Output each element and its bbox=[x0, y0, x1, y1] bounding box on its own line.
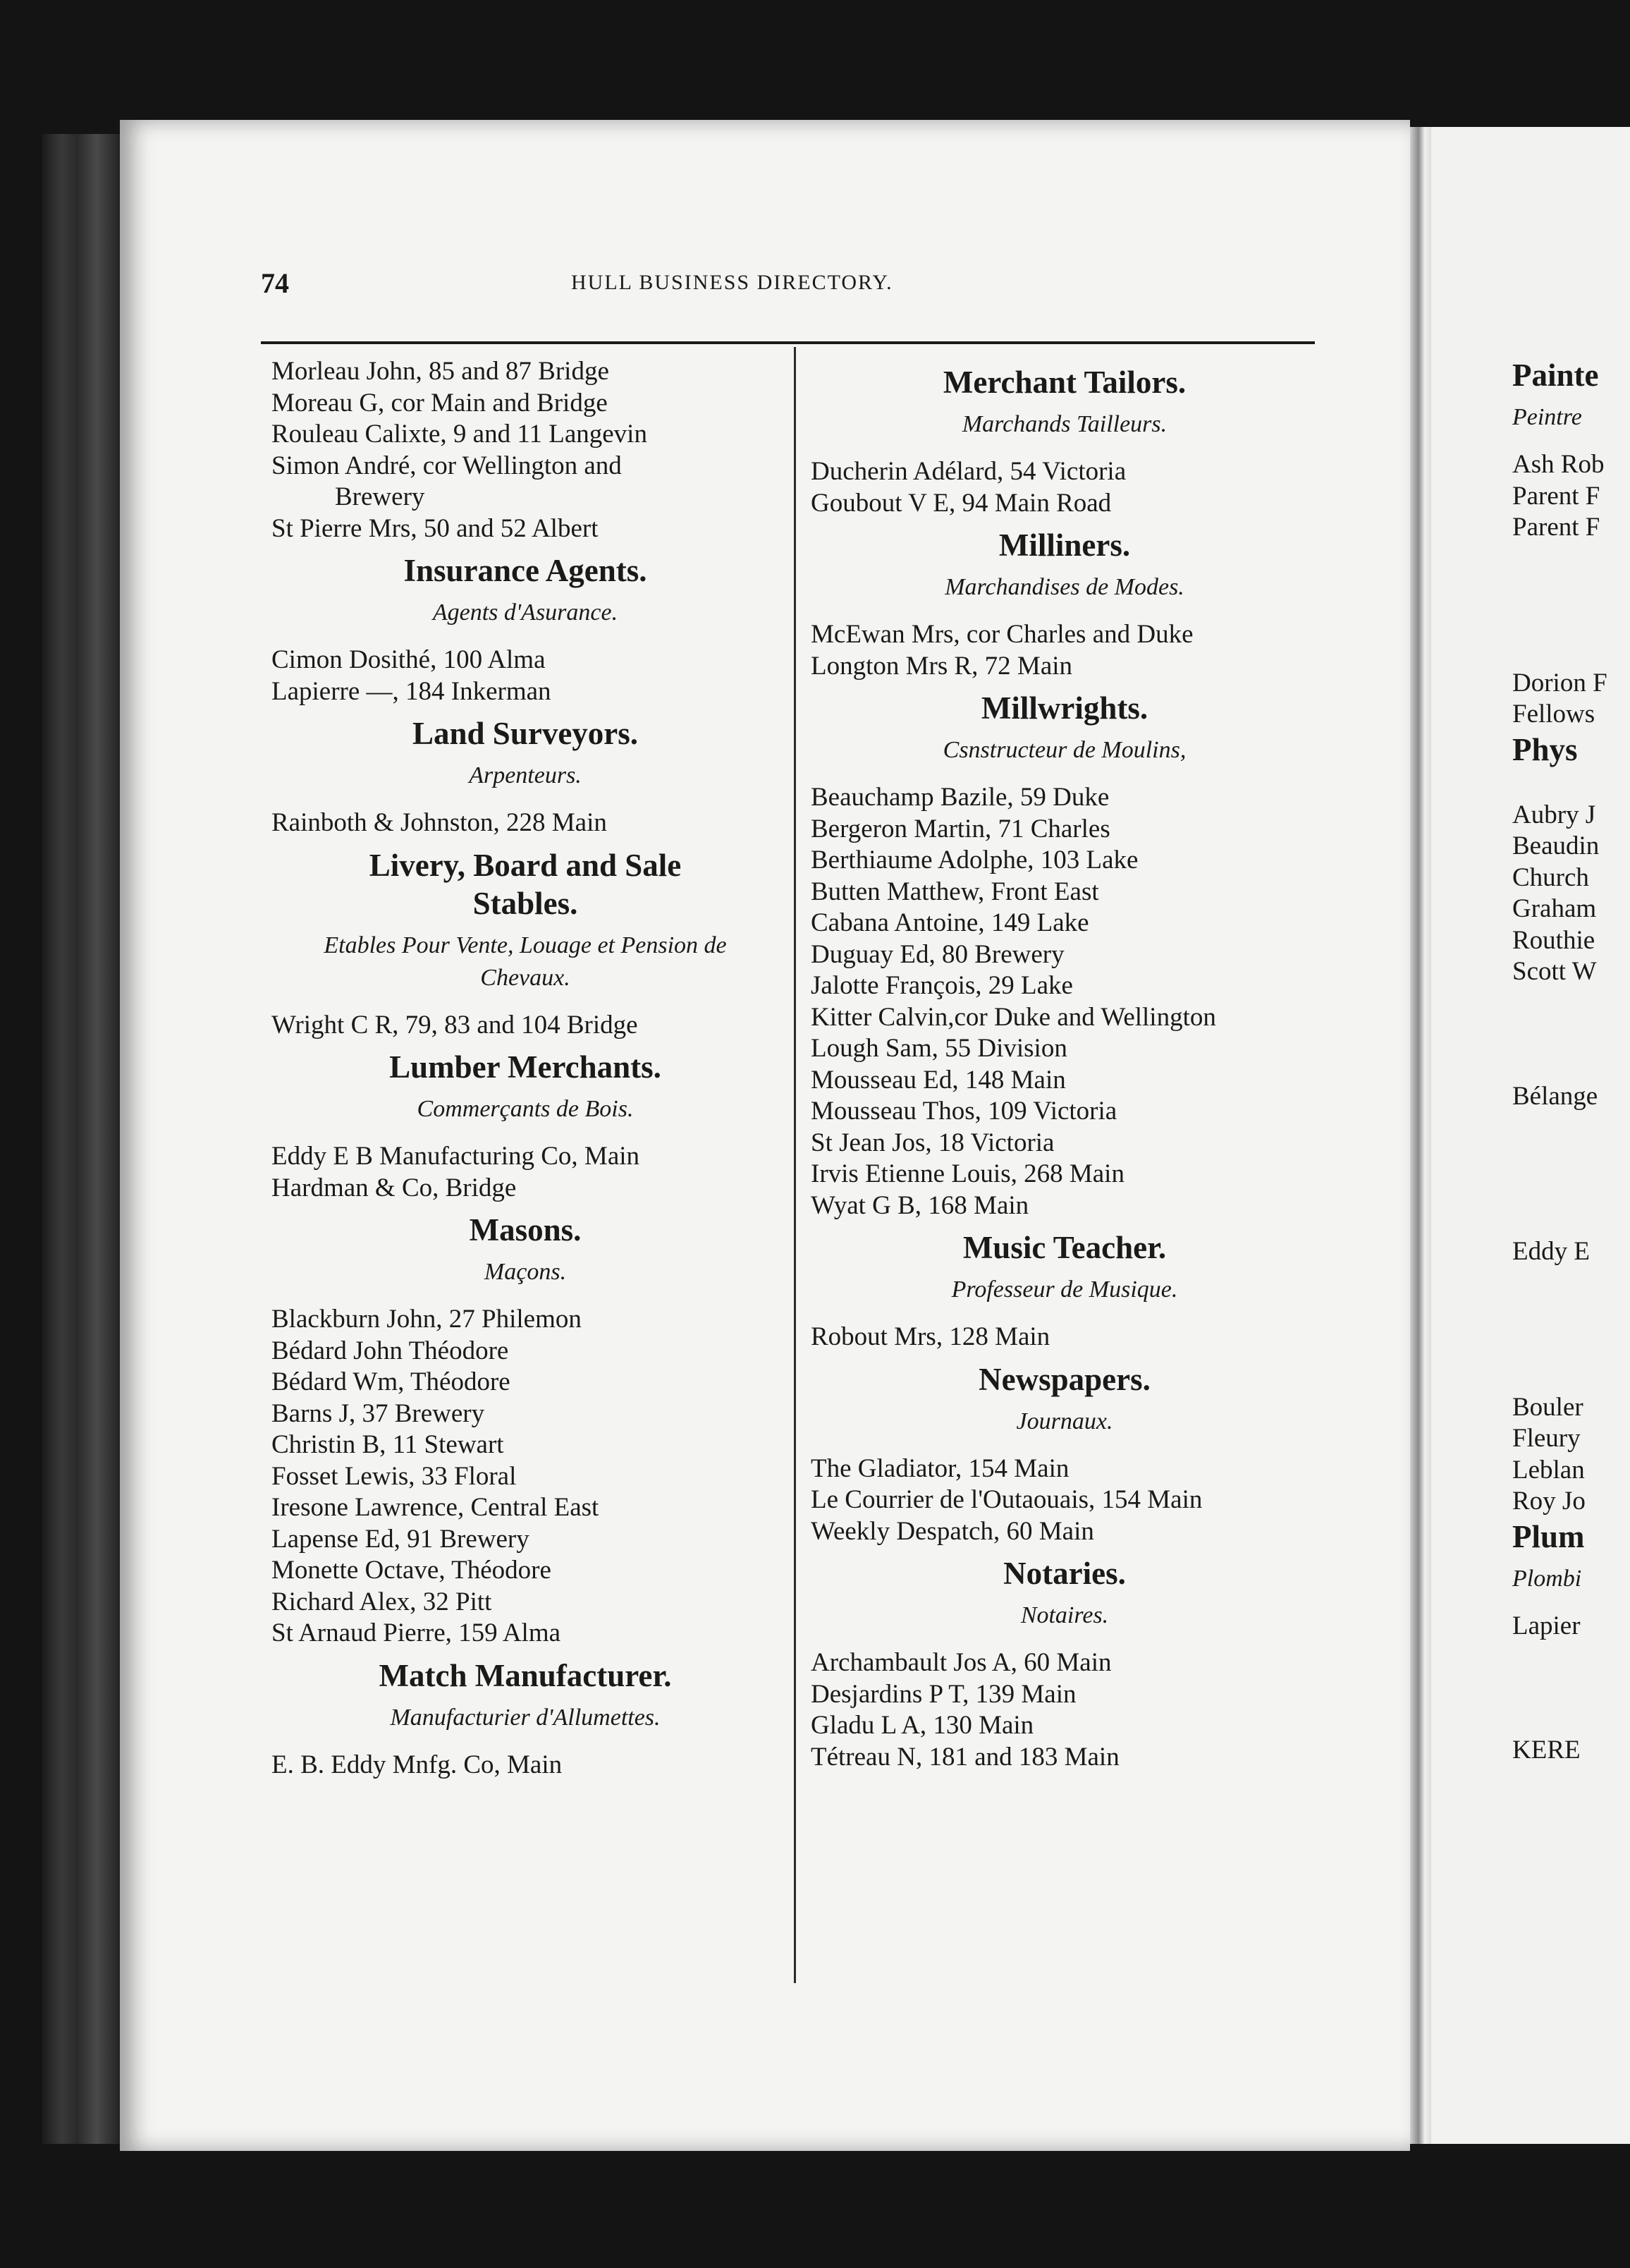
directory-entry: Robout Mrs, 128 Main bbox=[811, 1322, 1050, 1351]
left-column bbox=[271, 356, 779, 1781]
directory-entry: Lapense Ed, 91 Brewery bbox=[271, 1524, 529, 1554]
spacer bbox=[1512, 1330, 1630, 1361]
spacer bbox=[1512, 637, 1630, 668]
right-column bbox=[1512, 356, 1630, 1767]
section-heading: Phys bbox=[1512, 731, 1578, 767]
section-subheading: Marchands Tailleurs. bbox=[962, 411, 1168, 437]
directory-entry: Parent F bbox=[1512, 513, 1600, 542]
directory-entry: Fleury bbox=[1512, 1424, 1581, 1453]
section-subheading: Arpenteurs. bbox=[469, 762, 582, 788]
directory-entry: Lough Sam, 55 Division bbox=[811, 1034, 1067, 1063]
spacer bbox=[1512, 1205, 1630, 1236]
directory-entry: Duguay Ed, 80 Brewery bbox=[811, 939, 1065, 969]
directory-entry: Archambault Jos A, 60 Main bbox=[811, 1648, 1112, 1677]
spacer bbox=[1512, 575, 1630, 606]
section-heading: Milliners. bbox=[998, 528, 1131, 563]
spacer bbox=[1512, 1299, 1630, 1330]
section-heading: Livery, Board and Sale bbox=[369, 847, 682, 883]
page-header bbox=[261, 267, 1311, 302]
directory-entry: Iresone Lawrence, Central East bbox=[271, 1493, 599, 1522]
directory-entry: Butten Matthew, Front East bbox=[811, 877, 1099, 906]
directory-entry: Bédard Wm, Théodore bbox=[271, 1367, 510, 1396]
directory-entry: Routhie bbox=[1512, 925, 1595, 955]
directory-entry: Lapierre —, 184 Inkerman bbox=[271, 676, 551, 706]
directory-entry: Fellows bbox=[1512, 700, 1595, 728]
directory-entry: Mousseau Ed, 148 Main bbox=[811, 1065, 1066, 1095]
directory-entry: Christin B, 11 Stewart bbox=[271, 1430, 504, 1459]
header-rule bbox=[261, 341, 1315, 344]
section-heading: Lumber Merchants. bbox=[389, 1049, 661, 1085]
directory-entry: Hardman & Co, Bridge bbox=[271, 1173, 517, 1202]
spacer bbox=[1512, 1174, 1630, 1205]
directory-entry: Leblan bbox=[1512, 1455, 1585, 1484]
section-heading: Match Manufacturer. bbox=[379, 1657, 672, 1693]
directory-entry: KERE bbox=[1512, 1736, 1581, 1764]
directory-entry: St Pierre Mrs, 50 and 52 Albert bbox=[271, 513, 599, 543]
directory-entry: McEwan Mrs, cor Charles and Duke bbox=[811, 620, 1194, 649]
book-spine bbox=[42, 134, 120, 2144]
spacer bbox=[1512, 1143, 1630, 1174]
directory-entry: Blackburn John, 27 Philemon bbox=[271, 1305, 582, 1334]
section-subheading: Notaires. bbox=[1020, 1602, 1109, 1628]
directory-entry: Gladu L A, 130 Main bbox=[811, 1711, 1034, 1740]
directory-entry: Graham bbox=[1512, 894, 1597, 923]
section-heading: Insurance Agents. bbox=[403, 553, 647, 588]
directory-entry: Moreau G, cor Main and Bridge bbox=[271, 388, 608, 417]
spacer bbox=[1512, 1673, 1630, 1704]
section-subheading: Maçons. bbox=[484, 1259, 567, 1285]
section-heading: Merchant Tailors. bbox=[943, 365, 1187, 400]
directory-entry: Wright C R, 79, 83 and 104 Bridge bbox=[271, 1010, 638, 1040]
directory-entry: Beaudin bbox=[1512, 831, 1600, 860]
directory-entry: Rouleau Calixte, 9 and 11 Langevin bbox=[271, 420, 647, 449]
directory-entry: Barns J, 37 Brewery bbox=[271, 1398, 485, 1428]
directory-entry: Eddy E bbox=[1512, 1237, 1590, 1266]
directory-entry: Jalotte François, 29 Lake bbox=[811, 971, 1073, 1000]
directory-entry: Richard Alex, 32 Pitt bbox=[271, 1587, 492, 1616]
section-subheading: Chevaux. bbox=[480, 964, 570, 991]
spacer bbox=[1512, 769, 1630, 800]
spacer bbox=[1512, 1704, 1630, 1735]
directory-entry: Le Courrier de l'Outaouais, 154 Main bbox=[811, 1485, 1203, 1514]
directory-entry: Morleau John, 85 and 87 Bridge bbox=[271, 357, 609, 386]
directory-entry: Simon André, cor Wellington and bbox=[271, 451, 622, 480]
directory-entry: Monette Octave, Théodore bbox=[271, 1556, 551, 1585]
section-subheading: Marchandises de Modes. bbox=[945, 574, 1184, 600]
directory-entry: Scott W bbox=[1512, 957, 1597, 986]
section-heading: Notaries. bbox=[1003, 1556, 1126, 1591]
section-subheading: Csnstructeur de Moulins, bbox=[943, 737, 1187, 763]
column-divider bbox=[794, 347, 796, 1983]
directory-entry: Weekly Despatch, 60 Main bbox=[811, 1516, 1094, 1546]
directory-entry: E. B. Eddy Mnfg. Co, Main bbox=[271, 1750, 563, 1779]
spacer bbox=[1512, 988, 1630, 1019]
section-subheading: Agents d'Asurance. bbox=[432, 599, 618, 626]
directory-entry: Rainboth & Johnston, 228 Main bbox=[271, 808, 607, 837]
spacer bbox=[1512, 544, 1630, 575]
section-subheading: Peintre bbox=[1512, 404, 1582, 430]
section-subheading: Journaux. bbox=[1016, 1408, 1113, 1434]
section-heading: Music Teacher. bbox=[962, 1230, 1167, 1265]
running-head: HULL BUSINESS DIRECTORY. bbox=[571, 271, 893, 294]
directory-entry: Dorion F bbox=[1512, 668, 1607, 697]
directory-entry: The Gladiator, 154 Main bbox=[811, 1453, 1070, 1483]
directory-entry: Church bbox=[1512, 862, 1589, 892]
section-heading: Newspapers. bbox=[979, 1361, 1151, 1397]
section-subheading: Manufacturier d'Allumettes. bbox=[390, 1704, 661, 1731]
directory-entry: Bouler bbox=[1512, 1392, 1583, 1422]
directory-entry: Ash Rob bbox=[1512, 450, 1605, 479]
spacer bbox=[1512, 1361, 1630, 1392]
section-heading: Millwrights. bbox=[981, 690, 1148, 726]
directory-entry: Desjardins P T, 139 Main bbox=[811, 1679, 1077, 1709]
directory-entry: Roy Jo bbox=[1512, 1487, 1586, 1516]
section-subheading: Plombi bbox=[1512, 1565, 1582, 1592]
directory-entry: Irvis Etienne Louis, 268 Main bbox=[811, 1159, 1125, 1188]
directory-entry: Parent F bbox=[1512, 481, 1600, 511]
section-heading: Painte bbox=[1512, 358, 1599, 393]
spacer bbox=[1512, 1050, 1630, 1081]
directory-entry: Kitter Calvin,cor Duke and Wellington bbox=[811, 1002, 1216, 1032]
spacer bbox=[1512, 1112, 1630, 1143]
directory-entry: Bédard John Théodore bbox=[271, 1336, 509, 1365]
middle-column bbox=[811, 356, 1318, 1773]
section-heading: Plum bbox=[1512, 1518, 1585, 1554]
section-subheading: Commerçants de Bois. bbox=[417, 1096, 634, 1122]
section-heading: Land Surveyors. bbox=[412, 716, 639, 751]
spacer bbox=[1512, 1019, 1630, 1050]
spacer bbox=[1512, 1642, 1630, 1673]
directory-entry: Bergeron Martin, 71 Charles bbox=[811, 814, 1110, 843]
directory-entry: St Arnaud Pierre, 159 Alma bbox=[271, 1618, 561, 1647]
directory-entry: Berthiaume Adolphe, 103 Lake bbox=[811, 846, 1139, 874]
directory-entry: Bélange bbox=[1512, 1081, 1598, 1111]
directory-entry: Fosset Lewis, 33 Floral bbox=[271, 1461, 517, 1491]
directory-entry: Tétreau N, 181 and 183 Main bbox=[811, 1742, 1120, 1772]
directory-entry: Cimon Dosithé, 100 Alma bbox=[271, 645, 546, 674]
section-subheading: Etables Pour Vente, Louage et Pension de bbox=[324, 932, 727, 958]
page-gutter bbox=[1410, 127, 1431, 2144]
directory-entry: Beauchamp Bazile, 59 Duke bbox=[811, 783, 1110, 812]
directory-entry: Eddy E B Manufacturing Co, Main bbox=[271, 1142, 640, 1171]
spacer bbox=[1512, 606, 1630, 637]
directory-entry: Cabana Antoine, 149 Lake bbox=[811, 908, 1089, 937]
spacer bbox=[1512, 1268, 1630, 1299]
section-heading: Stables. bbox=[472, 885, 578, 921]
directory-entry: Wyat G B, 168 Main bbox=[811, 1190, 1029, 1220]
directory-entry: Aubry J bbox=[1512, 800, 1596, 829]
directory-entry: Ducherin Adélard, 54 Victoria bbox=[811, 457, 1127, 486]
directory-entry: Lapier bbox=[1512, 1611, 1581, 1640]
section-heading: Masons. bbox=[469, 1212, 582, 1248]
directory-entry: St Jean Jos, 18 Victoria bbox=[811, 1128, 1055, 1157]
page-number: 74 bbox=[261, 267, 289, 299]
section-subheading: Professeur de Musique. bbox=[951, 1276, 1178, 1303]
directory-entry: Mousseau Thos, 109 Victoria bbox=[811, 1097, 1117, 1126]
directory-entry: Longton Mrs R, 72 Main bbox=[811, 651, 1073, 681]
directory-entry: Goubout V E, 94 Main Road bbox=[811, 488, 1112, 518]
directory-entry: Brewery bbox=[335, 482, 425, 511]
